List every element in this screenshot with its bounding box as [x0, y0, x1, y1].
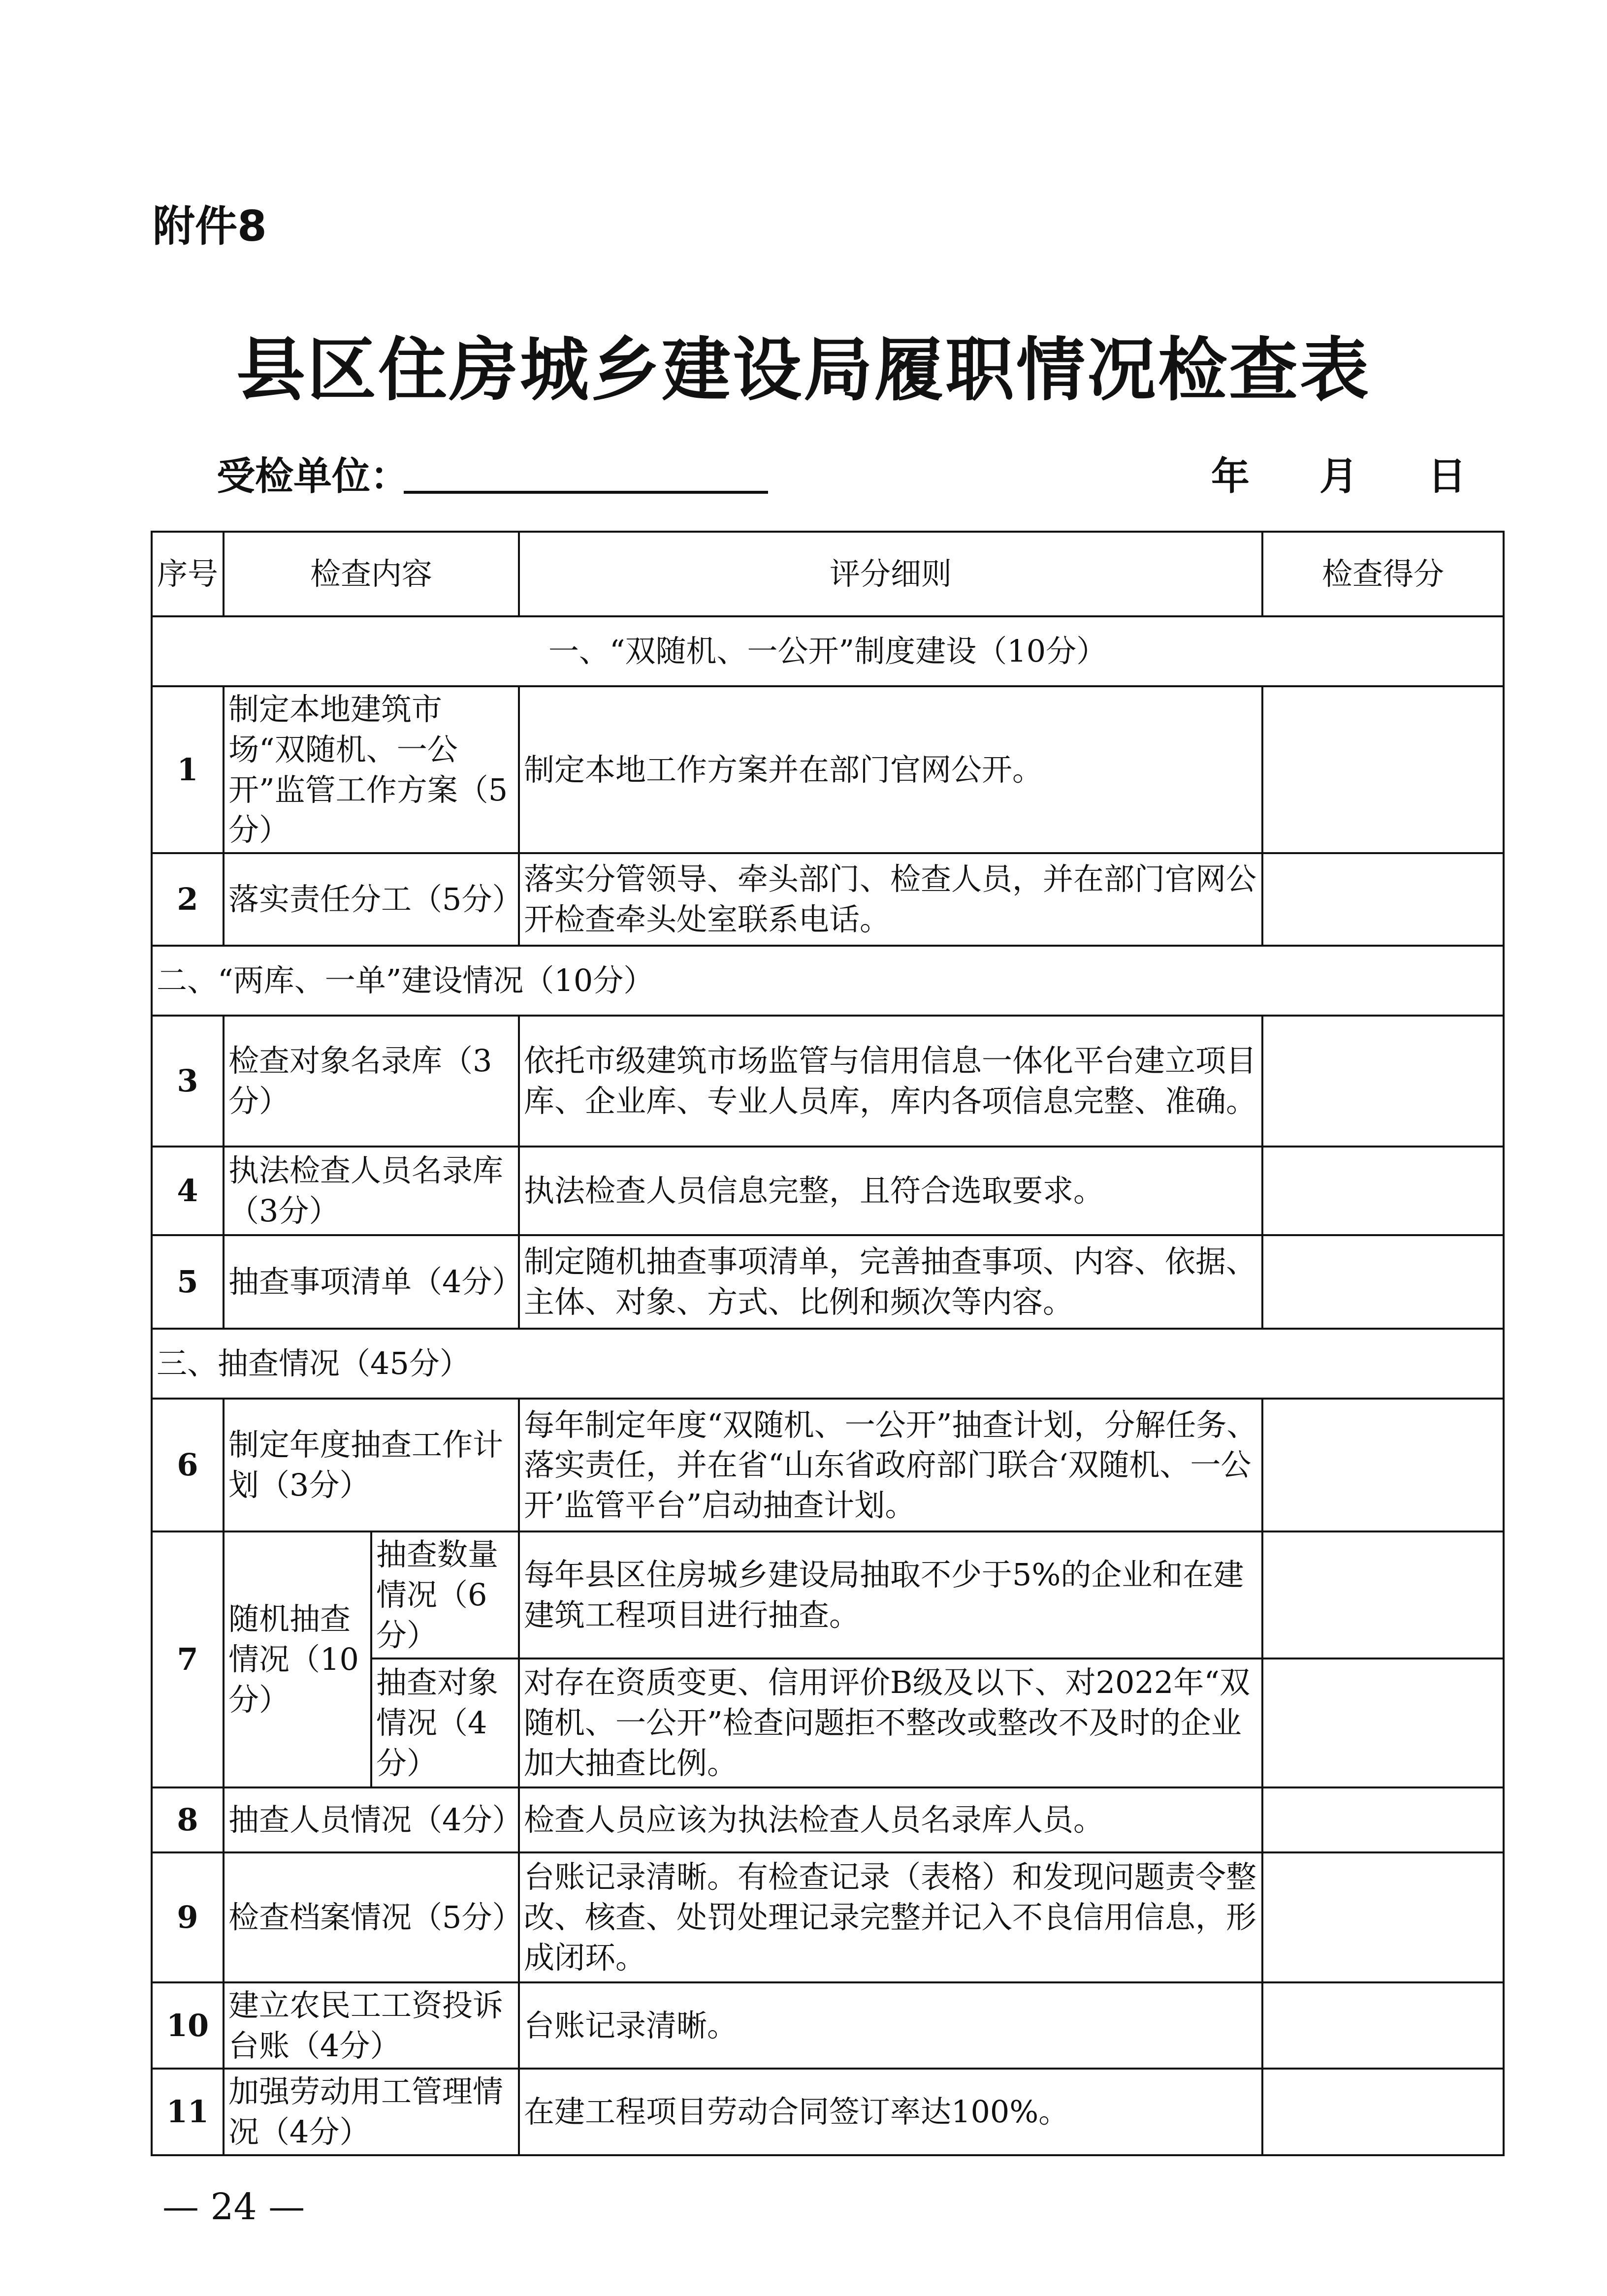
- row-score-cell[interactable]: [1262, 1235, 1504, 1329]
- row-content: 制定本地建筑市场“双随机、一公开”监管工作方案（5分）: [224, 686, 519, 853]
- row-score-cell[interactable]: [1262, 2069, 1504, 2155]
- table-row: [152, 1016, 1504, 1147]
- inspected-unit-row: [217, 446, 1477, 500]
- header-no: 序号: [152, 532, 224, 616]
- row-no: 9: [152, 1852, 224, 1982]
- table-row: [152, 1399, 1504, 1531]
- row-content: 制定年度抽查工作计划（3分）: [224, 1399, 519, 1531]
- row-rule: 执法检查人员信息完整，且符合选取要求。: [519, 1147, 1262, 1235]
- row-sub-content: 抽查对象情况（4分）: [371, 1658, 519, 1787]
- header-score: 检查得分: [1262, 532, 1504, 616]
- date-month-label: 月: [1319, 454, 1358, 499]
- table-row: [152, 1982, 1504, 2069]
- row-no: 7: [152, 1531, 224, 1787]
- row-rule: 对存在资质变更、信用评价B级及以下、对2022年“双随机、一公开”检查问题拒不整改或整改不及时的企业加大抽查比例。: [519, 1658, 1262, 1787]
- date-year-label: 年: [1211, 454, 1250, 499]
- table-row: [152, 686, 1504, 853]
- table-row: [152, 853, 1504, 946]
- row-rule: 每年制定年度“双随机、一公开”抽查计划，分解任务、落实责任，并在省“山东省政府部门联合‘双随机、一公开’监管平台”启动抽查计划。: [519, 1399, 1262, 1531]
- inspection-table: [151, 531, 1505, 2156]
- row-content: 抽查人员情况（4分）: [224, 1787, 519, 1852]
- table-row: [152, 1235, 1504, 1329]
- table-row: [152, 1531, 1504, 1658]
- row-score-cell[interactable]: [1262, 853, 1504, 946]
- row-no: 8: [152, 1787, 224, 1852]
- row-score-cell[interactable]: [1262, 1982, 1504, 2069]
- header-content: 检查内容: [224, 532, 519, 616]
- row-content: 建立农民工工资投诉台账（4分）: [224, 1982, 519, 2069]
- row-content: 落实责任分工（5分）: [224, 853, 519, 946]
- row-score-cell[interactable]: [1262, 1531, 1504, 1658]
- row-rule: 制定本地工作方案并在部门官网公开。: [519, 686, 1262, 853]
- row-score-cell[interactable]: [1262, 686, 1504, 853]
- row-content: 检查档案情况（5分）: [224, 1852, 519, 1982]
- table-row: [152, 1787, 1504, 1852]
- row-content: 抽查事项清单（4分）: [224, 1235, 519, 1329]
- row-no: 1: [152, 686, 224, 853]
- inspected-unit-label: 受检单位：: [217, 454, 409, 499]
- row-rule: 台账记录清晰。: [519, 1982, 1262, 2069]
- row-rule: 落实分管领导、牵头部门、检查人员，并在部门官网公开检查牵头处室联系电话。: [519, 853, 1262, 946]
- row-no: 4: [152, 1147, 224, 1235]
- section-row: [152, 616, 1504, 686]
- inspected-unit-blank[interactable]: [404, 491, 768, 494]
- row-no: 10: [152, 1982, 224, 2069]
- row-content: 加强劳动用工管理情况（4分）: [224, 2069, 519, 2155]
- table-header-row: [152, 532, 1504, 616]
- row-content: 执法检查人员名录库（3分）: [224, 1147, 519, 1235]
- row-rule: 制定随机抽查事项清单，完善抽查事项、内容、依据、主体、对象、方式、比例和频次等内容。: [519, 1235, 1262, 1329]
- row-rule: 在建工程项目劳动合同签订率达100%。: [519, 2069, 1262, 2155]
- table-row: [152, 2069, 1504, 2155]
- row-score-cell[interactable]: [1262, 1399, 1504, 1531]
- row-no: 11: [152, 2069, 224, 2155]
- row-score-cell[interactable]: [1262, 1016, 1504, 1147]
- row-score-cell[interactable]: [1262, 1147, 1504, 1235]
- row-no: 3: [152, 1016, 224, 1147]
- row-no: 5: [152, 1235, 224, 1329]
- section-row: [152, 946, 1504, 1016]
- row-score-cell[interactable]: [1262, 1787, 1504, 1852]
- section-title: 二、“两库、一单”建设情况（10分）: [152, 946, 1504, 1016]
- row-no: 6: [152, 1399, 224, 1531]
- table-row: [152, 1852, 1504, 1982]
- row-score-cell[interactable]: [1262, 1658, 1504, 1787]
- page-title: 县区住房城乡建设局履职情况检查表: [236, 330, 1371, 411]
- row-rule: 依托市级建筑市场监管与信用信息一体化平台建立项目库、企业库、专业人员库，库内各项信息完整、准确。: [519, 1016, 1262, 1147]
- date-day-label: 日: [1428, 454, 1467, 499]
- row-sub-content: 抽查数量情况（6分）: [371, 1531, 519, 1658]
- section-title: 三、抽查情况（45分）: [152, 1329, 1504, 1399]
- row-rule: 检查人员应该为执法检查人员名录库人员。: [519, 1787, 1262, 1852]
- row-content: 随机抽查情况（10分）: [224, 1531, 371, 1787]
- row-no: 2: [152, 853, 224, 946]
- row-rule: 台账记录清晰。有检查记录（表格）和发现问题责令整改、核查、处罚处理记录完整并记入不良信用信息，形成闭环。: [519, 1852, 1262, 1982]
- row-content: 检查对象名录库（3分）: [224, 1016, 519, 1147]
- header-rule: 评分细则: [519, 532, 1262, 616]
- row-score-cell[interactable]: [1262, 1852, 1504, 1982]
- section-row: [152, 1329, 1504, 1399]
- row-rule: 每年县区住房城乡建设局抽取不少于5%的企业和在建建筑工程项目进行抽查。: [519, 1531, 1262, 1658]
- table-row: [152, 1147, 1504, 1235]
- section-title: 一、“双随机、一公开”制度建设（10分）: [152, 616, 1504, 686]
- attachment-label: 附件8: [153, 202, 267, 251]
- page-number: — 24 —: [162, 2186, 305, 2228]
